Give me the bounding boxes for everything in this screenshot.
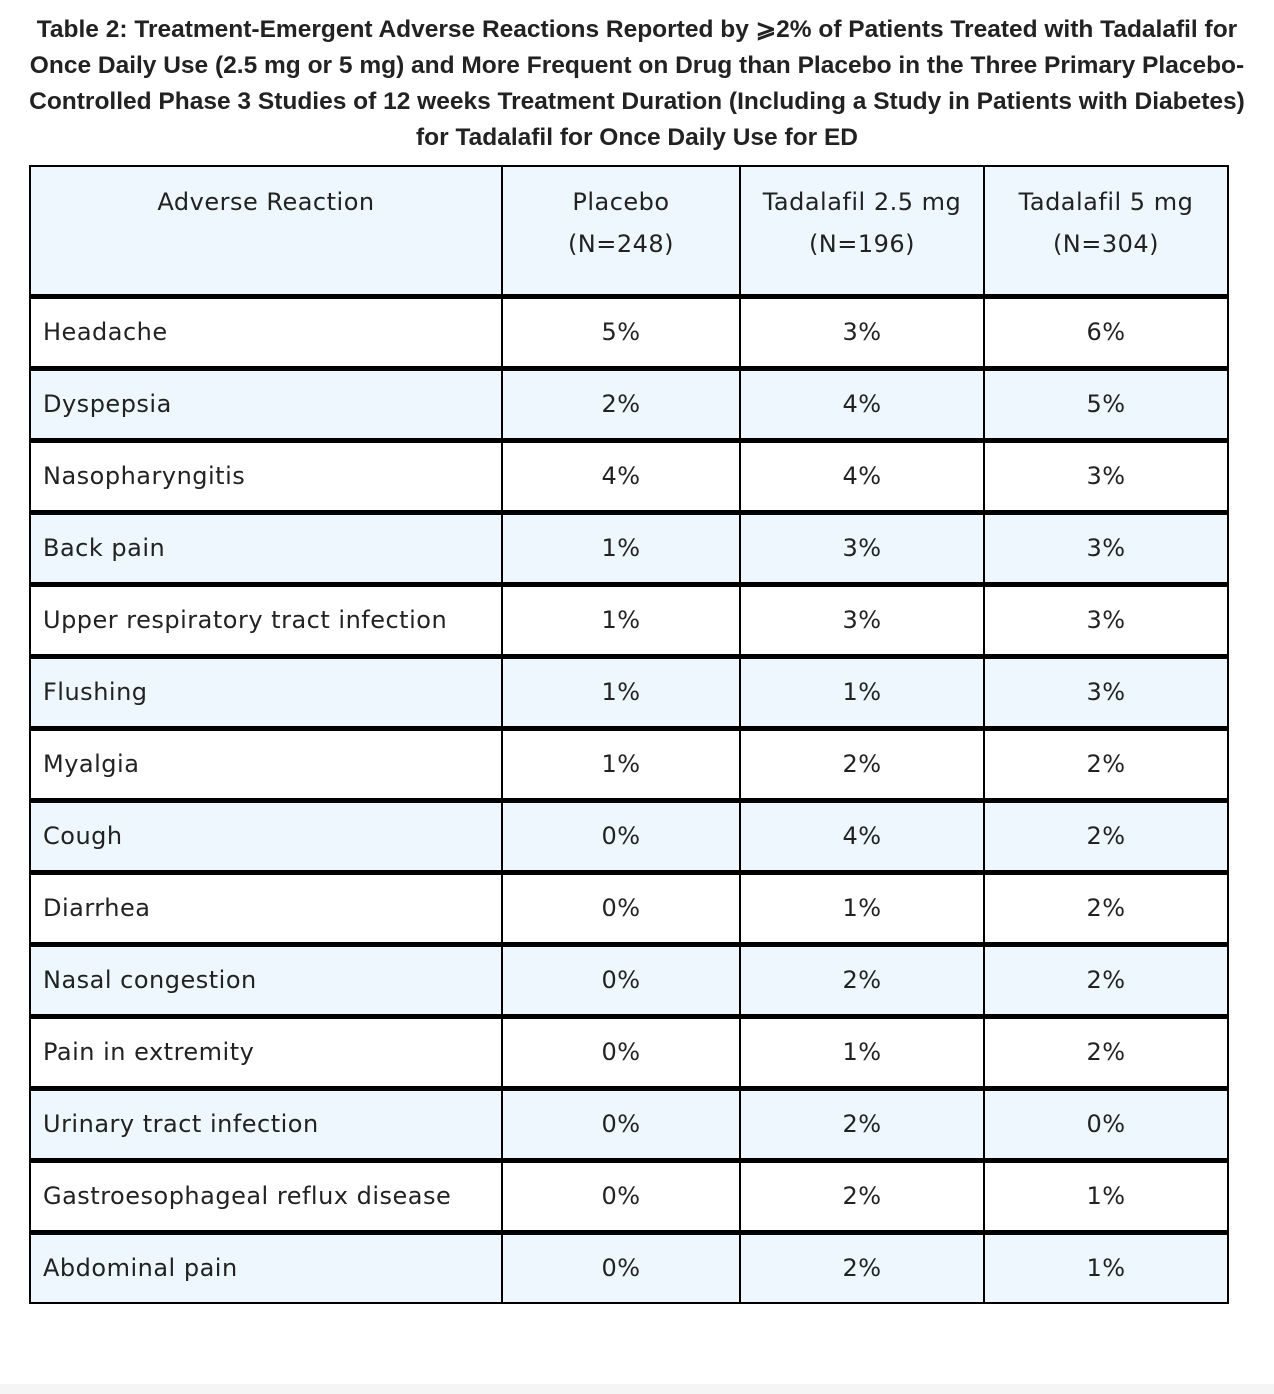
table-row bbox=[30, 945, 1228, 1017]
header-label: Placebo bbox=[572, 188, 670, 216]
adverse-reaction-cell: Urinary tract infection bbox=[30, 1089, 502, 1161]
placebo-cell: 1% bbox=[502, 513, 740, 585]
header-adverse-reaction bbox=[30, 166, 502, 297]
table-row bbox=[30, 1017, 1228, 1089]
tadalafil-5-cell: 2% bbox=[984, 729, 1228, 801]
tadalafil-5-cell: 1% bbox=[984, 1161, 1228, 1233]
adverse-reaction-cell: Nasal congestion bbox=[30, 945, 502, 1017]
tadalafil-2-5-cell: 3% bbox=[740, 585, 984, 657]
placebo-cell: 0% bbox=[502, 1161, 740, 1233]
page-footer-strip bbox=[0, 1384, 1274, 1394]
placebo-cell: 0% bbox=[502, 945, 740, 1017]
tadalafil-2-5-cell: 4% bbox=[740, 441, 984, 513]
table-row bbox=[30, 369, 1228, 441]
header-row bbox=[30, 166, 1228, 297]
tadalafil-5-cell: 5% bbox=[984, 369, 1228, 441]
header-n: (N=196) bbox=[808, 230, 916, 258]
table-row bbox=[30, 441, 1228, 513]
adverse-reaction-cell: Nasopharyngitis bbox=[30, 441, 502, 513]
table-row bbox=[30, 657, 1228, 729]
tadalafil-5-cell: 3% bbox=[984, 513, 1228, 585]
header-tadalafil-2-5 bbox=[740, 166, 984, 297]
tadalafil-2-5-cell: 1% bbox=[740, 873, 984, 945]
adverse-reactions-table bbox=[29, 165, 1229, 1304]
placebo-cell: 2% bbox=[502, 369, 740, 441]
tadalafil-5-cell: 0% bbox=[984, 1089, 1228, 1161]
placebo-cell: 4% bbox=[502, 441, 740, 513]
tadalafil-5-cell: 2% bbox=[984, 873, 1228, 945]
tadalafil-5-cell: 2% bbox=[984, 945, 1228, 1017]
table-row bbox=[30, 1233, 1228, 1304]
placebo-cell: 0% bbox=[502, 1233, 740, 1304]
placebo-cell: 0% bbox=[502, 873, 740, 945]
table-body bbox=[30, 297, 1228, 1304]
placebo-cell: 0% bbox=[502, 1089, 740, 1161]
tadalafil-5-cell: 3% bbox=[984, 441, 1228, 513]
tadalafil-2-5-cell: 4% bbox=[740, 801, 984, 873]
placebo-cell: 0% bbox=[502, 1017, 740, 1089]
tadalafil-2-5-cell: 2% bbox=[740, 1089, 984, 1161]
header-label: Tadalafil 5 mg bbox=[1018, 188, 1194, 216]
tadalafil-2-5-cell: 2% bbox=[740, 1233, 984, 1304]
tadalafil-5-cell: 1% bbox=[984, 1233, 1228, 1304]
header-label: Tadalafil 2.5 mg bbox=[762, 188, 962, 216]
adverse-reaction-cell: Headache bbox=[30, 297, 502, 369]
tadalafil-5-cell: 2% bbox=[984, 1017, 1228, 1089]
table-row bbox=[30, 1161, 1228, 1233]
adverse-reaction-cell: Abdominal pain bbox=[30, 1233, 502, 1304]
placebo-cell: 0% bbox=[502, 801, 740, 873]
table-title: Table 2: Treatment-Emergent Adverse Reactions Reported by ⩾2% of Patients Treated with Tadalafil for Once Daily Use (2.5 mg or 5 mg) and More Frequent on Drug than Placebo in the Three Primary Placebo-Controlled Phase 3 Studies of 12 weeks Treatment Duration (Including a Study in Patients with Diabetes) for Tadalafil for Once Daily Use for ED bbox=[29, 16, 1245, 151]
tadalafil-2-5-cell: 1% bbox=[740, 1017, 984, 1089]
table-row bbox=[30, 873, 1228, 945]
adverse-reaction-cell: Myalgia bbox=[30, 729, 502, 801]
header-tadalafil-5 bbox=[984, 166, 1228, 297]
tadalafil-2-5-cell: 2% bbox=[740, 945, 984, 1017]
tadalafil-2-5-cell: 2% bbox=[740, 729, 984, 801]
adverse-reaction-cell: Flushing bbox=[30, 657, 502, 729]
adverse-reaction-cell: Cough bbox=[30, 801, 502, 873]
header-n: (N=304) bbox=[1052, 230, 1160, 258]
header-placebo bbox=[502, 166, 740, 297]
placebo-cell: 1% bbox=[502, 729, 740, 801]
tadalafil-5-cell: 2% bbox=[984, 801, 1228, 873]
tadalafil-2-5-cell: 3% bbox=[740, 297, 984, 369]
tadalafil-2-5-cell: 4% bbox=[740, 369, 984, 441]
tadalafil-2-5-cell: 1% bbox=[740, 657, 984, 729]
placebo-cell: 1% bbox=[502, 585, 740, 657]
table-row bbox=[30, 801, 1228, 873]
tadalafil-2-5-cell: 2% bbox=[740, 1161, 984, 1233]
table-row bbox=[30, 729, 1228, 801]
header-n: (N=248) bbox=[567, 230, 675, 258]
table-row bbox=[30, 513, 1228, 585]
tadalafil-2-5-cell: 3% bbox=[740, 513, 984, 585]
table-row bbox=[30, 1089, 1228, 1161]
table-row bbox=[30, 297, 1228, 369]
tadalafil-5-cell: 3% bbox=[984, 657, 1228, 729]
placebo-cell: 1% bbox=[502, 657, 740, 729]
tadalafil-5-cell: 3% bbox=[984, 585, 1228, 657]
table-row bbox=[30, 585, 1228, 657]
placebo-cell: 5% bbox=[502, 297, 740, 369]
adverse-reaction-cell: Back pain bbox=[30, 513, 502, 585]
adverse-reaction-cell: Gastroesophageal reflux disease bbox=[30, 1161, 502, 1233]
adverse-reaction-cell: Upper respiratory tract infection bbox=[30, 585, 502, 657]
adverse-reaction-cell: Pain in extremity bbox=[30, 1017, 502, 1089]
header-label: Adverse Reaction bbox=[157, 188, 375, 216]
adverse-reaction-cell: Dyspepsia bbox=[30, 369, 502, 441]
adverse-reaction-cell: Diarrhea bbox=[30, 873, 502, 945]
tadalafil-5-cell: 6% bbox=[984, 297, 1228, 369]
